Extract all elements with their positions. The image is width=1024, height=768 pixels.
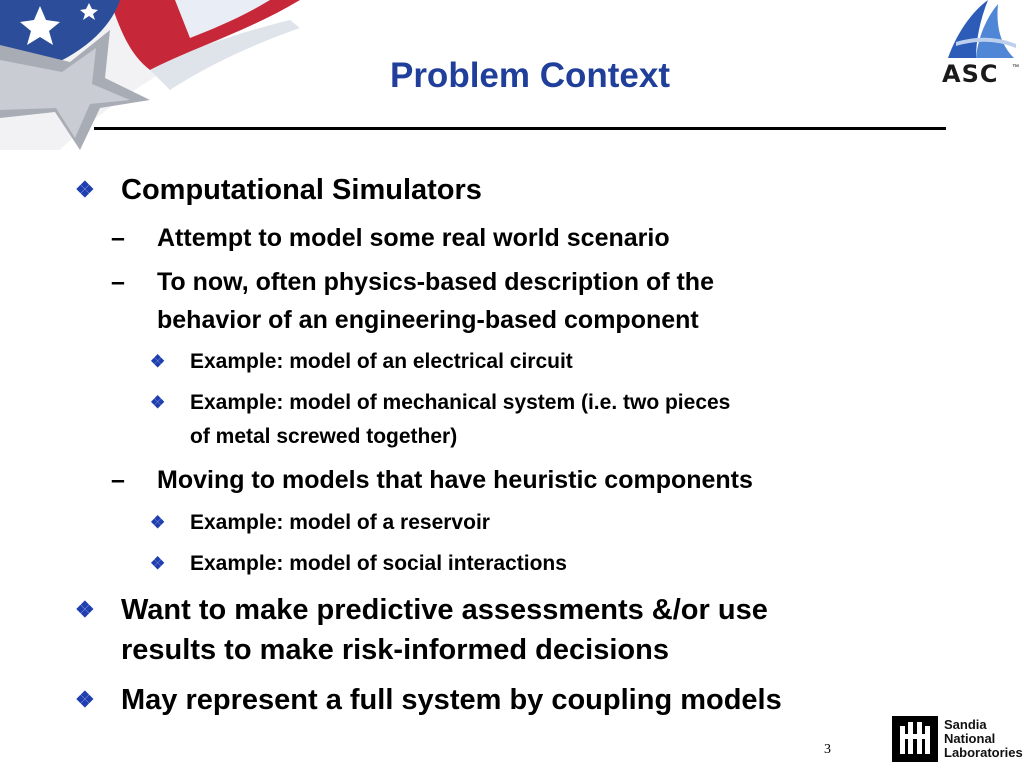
bullet-text-line-1: Want to make predictive assessments &/or use (121, 594, 768, 626)
sandia-line-2: National (944, 731, 996, 746)
sandia-logo-mark (892, 716, 938, 762)
dash-bullet-icon: – (111, 466, 125, 494)
example-mechanical-system (150, 386, 731, 454)
dash-bullet-icon: – (111, 268, 125, 296)
example-electrical-circuit (150, 345, 573, 379)
bullet-text: Example: model of social interactions (190, 552, 567, 575)
diamond-bullet-icon: ❖ (150, 513, 166, 532)
bullet-text-line-2: behavior of an engineering-based component (157, 306, 699, 334)
bullet-text-line-2: results to make risk-informed decisions (121, 634, 669, 666)
bullet-text: May represent a full system by coupling models (121, 684, 782, 716)
slide-title: Problem Context (389, 56, 671, 95)
example-social-interactions (150, 547, 567, 581)
dash-bullet-icon: – (111, 224, 125, 252)
diamond-bullet-icon: ❖ (75, 687, 95, 712)
diamond-bullet-icon: ❖ (150, 554, 166, 573)
page-number: 3 (824, 742, 831, 757)
bullet-text-line-1: Example: model of mechanical system (i.e. two pieces (190, 391, 731, 414)
thunderbird-icon (892, 716, 938, 762)
asc-trademark: ™ (1012, 64, 1019, 71)
sub-bullet-heuristic-components (111, 461, 753, 499)
diamond-bullet-icon: ❖ (75, 177, 95, 202)
sub-bullet-physics-based (111, 263, 714, 339)
bullet-text: Moving to models that have heuristic components (157, 466, 753, 494)
diamond-bullet-icon: ❖ (150, 352, 166, 371)
sandia-logo-text (944, 718, 1023, 760)
bullet-full-system (75, 680, 782, 720)
sandia-line-1: Sandia (944, 717, 987, 732)
sub-bullet-attempt-to-model (111, 219, 670, 257)
bullet-computational-simulators (75, 170, 482, 210)
bullet-text-line-2: of metal screwed together) (190, 425, 458, 448)
sandia-line-3: Laboratories (944, 745, 1023, 760)
bullet-text-line-1: To now, often physics-based description of the (157, 268, 714, 296)
bullet-text: Computational Simulators (121, 174, 482, 206)
bullet-text: Attempt to model some real world scenario (157, 224, 670, 252)
bullet-predictive-assessments (75, 590, 768, 670)
diamond-bullet-icon: ❖ (150, 393, 166, 412)
example-reservoir (150, 506, 490, 540)
bullet-text: Example: model of an electrical circuit (190, 350, 573, 373)
asc-logo-text: ASC (942, 60, 999, 88)
sandia-logo (890, 714, 1024, 768)
diamond-bullet-icon: ❖ (75, 597, 95, 622)
bullet-text: Example: model of a reservoir (190, 511, 490, 534)
